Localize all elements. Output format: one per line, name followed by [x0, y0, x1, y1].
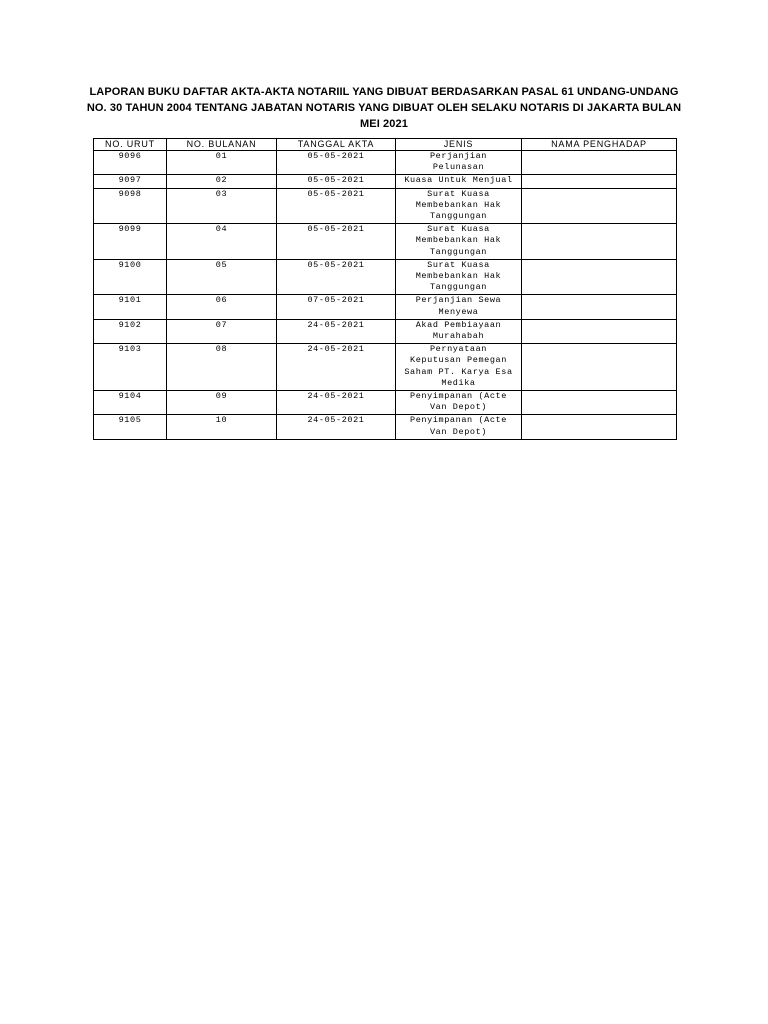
cell-no-bulanan: 05	[167, 259, 277, 295]
table-row	[94, 175, 677, 188]
cell-no-urut: 9096	[94, 151, 167, 175]
header-jenis: JENIS	[396, 139, 522, 151]
cell-no-bulanan: 02	[167, 175, 277, 188]
cell-jenis: Surat Kuasa Membebankan Hak Tanggungan	[396, 188, 522, 224]
cell-no-bulanan: 04	[167, 224, 277, 260]
cell-nama-penghadap	[522, 151, 677, 175]
table-row	[94, 319, 677, 343]
table-row	[94, 415, 677, 439]
cell-no-bulanan: 07	[167, 319, 277, 343]
cell-no-urut: 9100	[94, 259, 167, 295]
cell-tanggal-akta: 24-05-2021	[277, 344, 396, 391]
cell-tanggal-akta: 24-05-2021	[277, 415, 396, 439]
cell-tanggal-akta: 05-05-2021	[277, 151, 396, 175]
cell-nama-penghadap	[522, 175, 677, 188]
cell-nama-penghadap	[522, 391, 677, 415]
cell-jenis: Penyimpanan (Acte Van Depot)	[396, 391, 522, 415]
table-row	[94, 224, 677, 260]
cell-nama-penghadap	[522, 259, 677, 295]
table-row	[94, 391, 677, 415]
cell-nama-penghadap	[522, 295, 677, 319]
cell-tanggal-akta: 05-05-2021	[277, 188, 396, 224]
cell-nama-penghadap	[522, 188, 677, 224]
cell-jenis: Penyimpanan (Acte Van Depot)	[396, 415, 522, 439]
cell-jenis: Surat Kuasa Membebankan Hak Tanggungan	[396, 259, 522, 295]
cell-no-bulanan: 03	[167, 188, 277, 224]
cell-nama-penghadap	[522, 344, 677, 391]
cell-tanggal-akta: 24-05-2021	[277, 319, 396, 343]
table-row	[94, 151, 677, 175]
akta-register-table	[93, 138, 677, 440]
cell-tanggal-akta: 24-05-2021	[277, 391, 396, 415]
table-row	[94, 188, 677, 224]
cell-no-urut: 9105	[94, 415, 167, 439]
cell-tanggal-akta: 05-05-2021	[277, 259, 396, 295]
cell-no-bulanan: 08	[167, 344, 277, 391]
cell-nama-penghadap	[522, 319, 677, 343]
cell-jenis: Surat Kuasa Membebankan Hak Tanggungan	[396, 224, 522, 260]
cell-no-urut: 9101	[94, 295, 167, 319]
cell-tanggal-akta: 05-05-2021	[277, 175, 396, 188]
cell-no-bulanan: 01	[167, 151, 277, 175]
cell-nama-penghadap	[522, 415, 677, 439]
table-row	[94, 295, 677, 319]
cell-tanggal-akta: 05-05-2021	[277, 224, 396, 260]
header-no-urut: NO. URUT	[94, 139, 167, 151]
cell-jenis: Pernyataan Keputusan Pemegan Saham PT. Karya Esa Medika	[396, 344, 522, 391]
cell-no-urut: 9098	[94, 188, 167, 224]
table-header-row	[94, 139, 677, 151]
table-row	[94, 259, 677, 295]
cell-jenis: Kuasa Untuk Menjual	[396, 175, 522, 188]
header-nama-penghadap: NAMA PENGHADAP	[522, 139, 677, 151]
cell-no-urut: 9103	[94, 344, 167, 391]
cell-no-bulanan: 06	[167, 295, 277, 319]
cell-no-urut: 9099	[94, 224, 167, 260]
cell-no-urut: 9097	[94, 175, 167, 188]
header-tanggal-akta: TANGGAL AKTA	[277, 139, 396, 151]
table-row	[94, 344, 677, 391]
cell-nama-penghadap	[522, 224, 677, 260]
header-no-bulanan: NO. BULANAN	[167, 139, 277, 151]
cell-jenis: Akad Pembiayaan Murahabah	[396, 319, 522, 343]
cell-no-bulanan: 09	[167, 391, 277, 415]
cell-no-bulanan: 10	[167, 415, 277, 439]
cell-jenis: Perjanjian Pelunasan	[396, 151, 522, 175]
report-title: LAPORAN BUKU DAFTAR AKTA-AKTA NOTARIIL YANG DIBUAT BERDASARKAN PASAL 61 UNDANG-UNDANG NO. 30 TAHUN 2004 TENTANG JABATAN NOTARIS YANG DIBUAT OLEH SELAKU NOTARIS DI JAKARTA BULAN MEI 2021	[86, 86, 682, 130]
cell-jenis: Perjanjian Sewa Menyewa	[396, 295, 522, 319]
cell-no-urut: 9102	[94, 319, 167, 343]
cell-tanggal-akta: 07-05-2021	[277, 295, 396, 319]
cell-no-urut: 9104	[94, 391, 167, 415]
